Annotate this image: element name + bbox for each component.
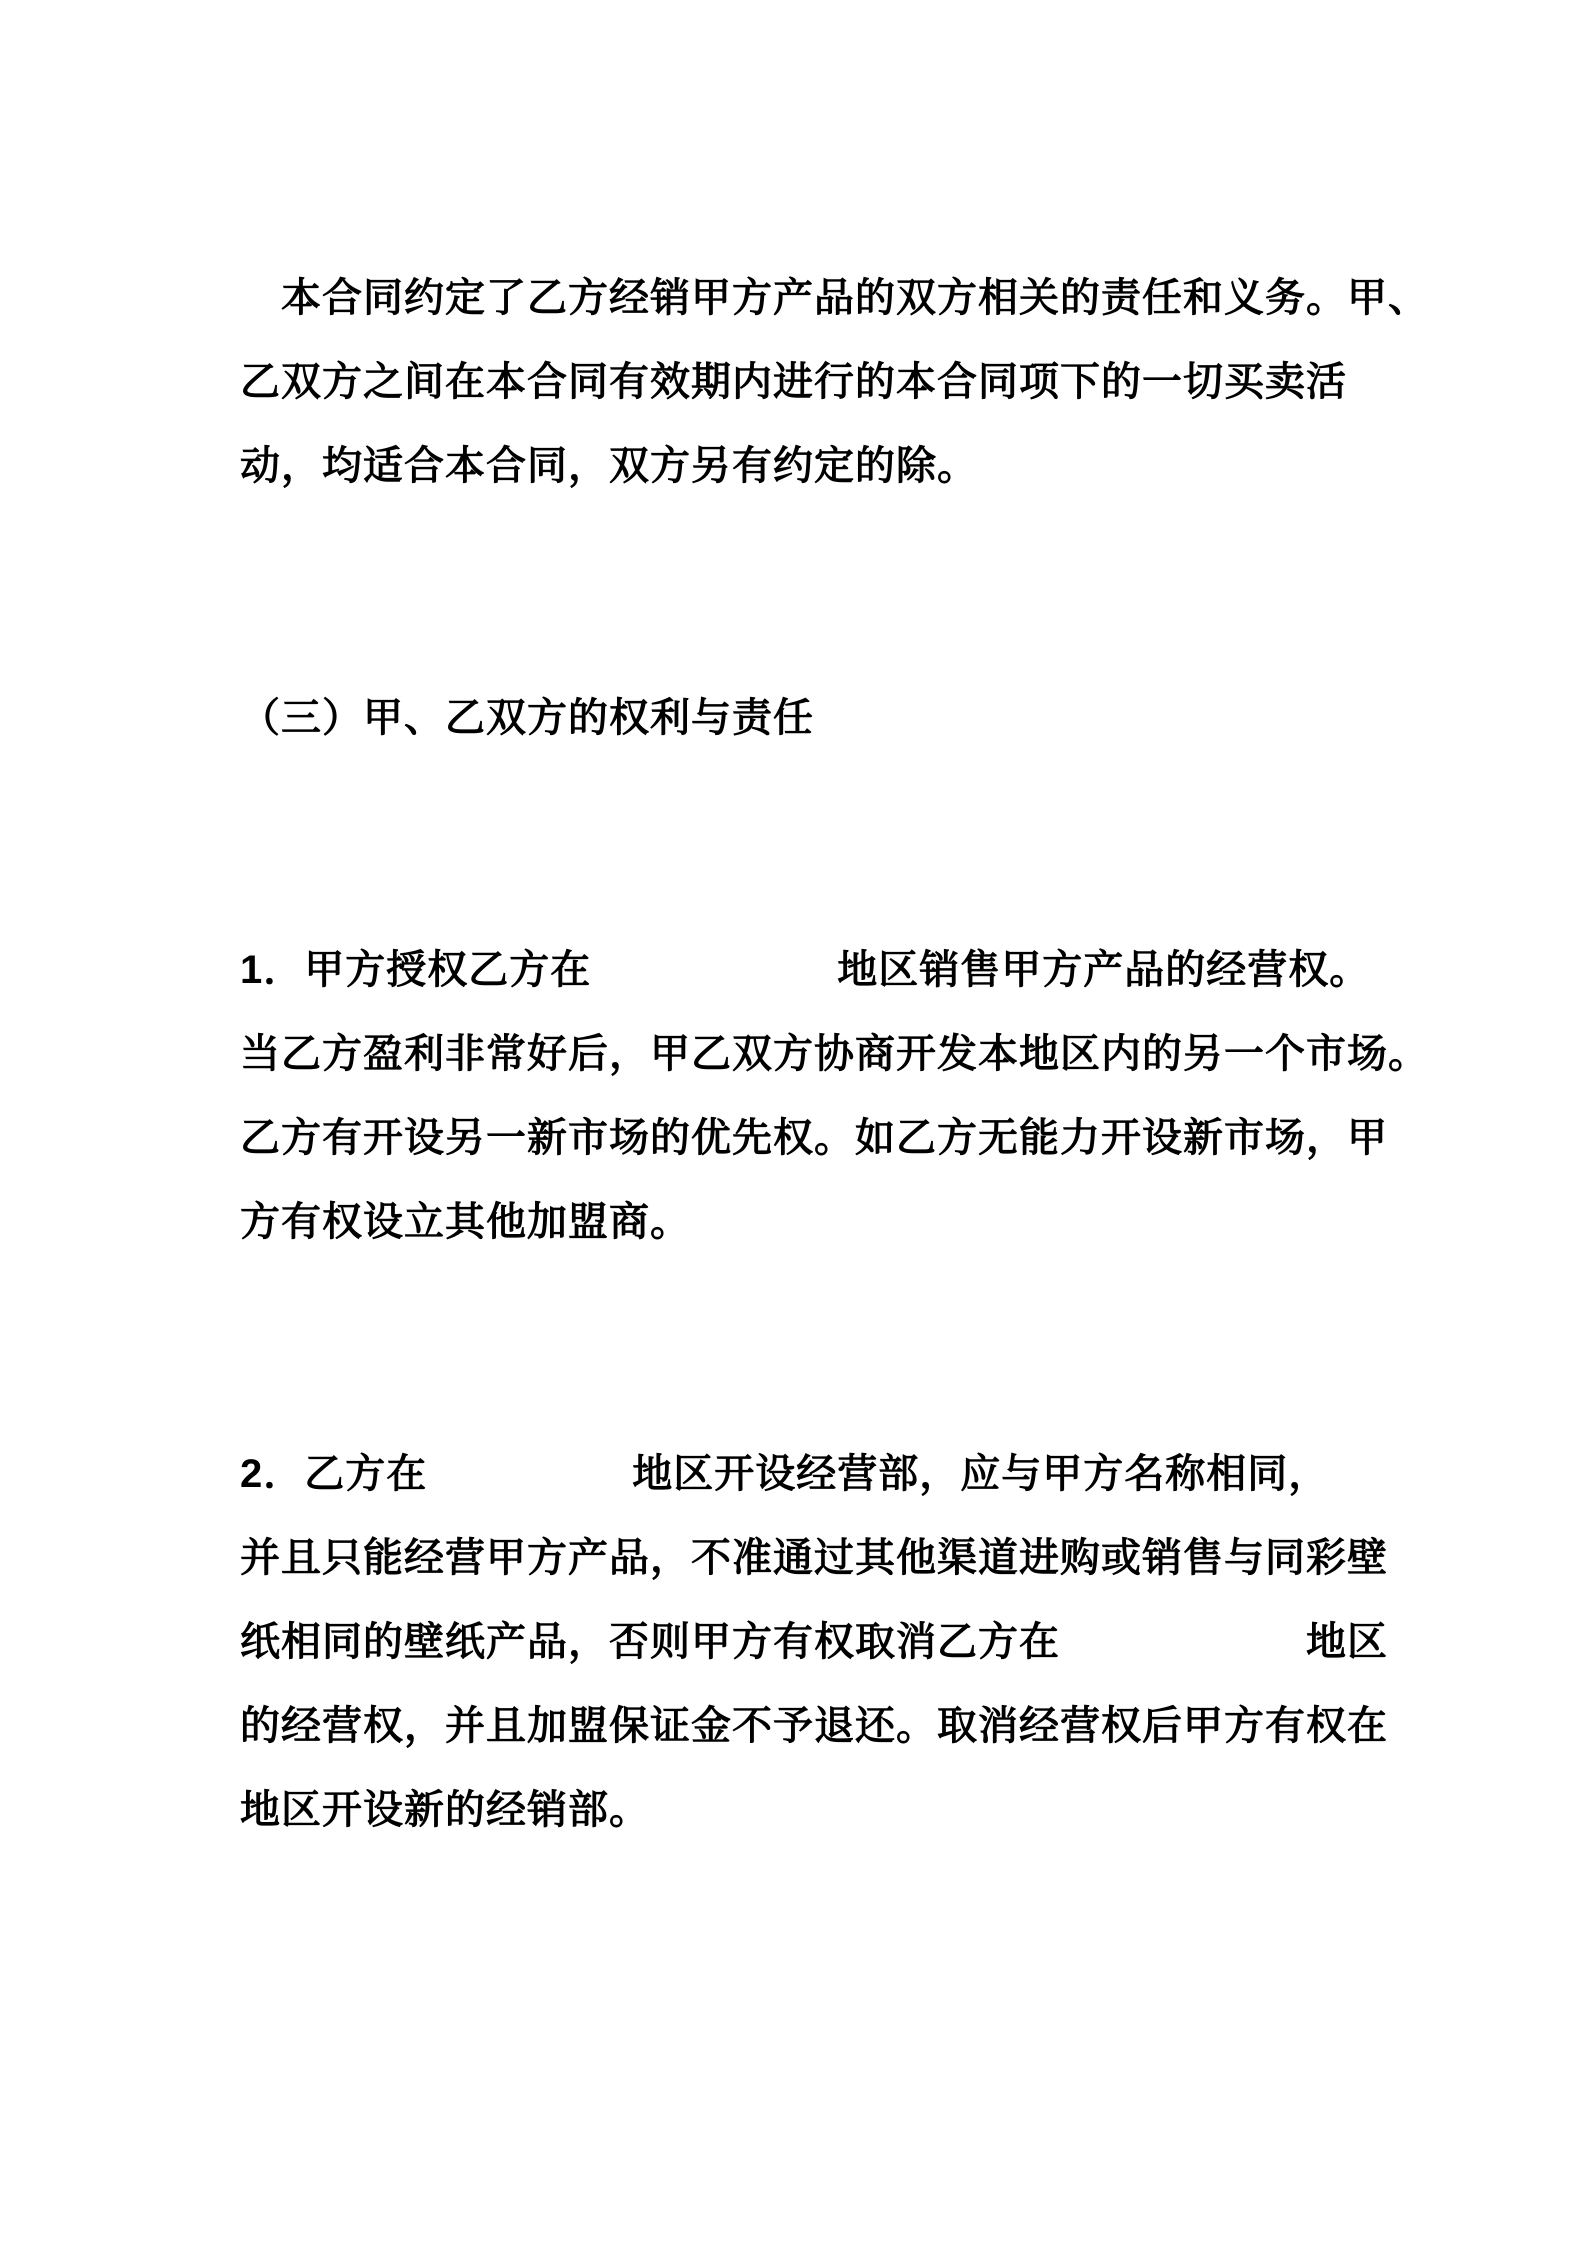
text-line: （三）甲、乙双方的权利与责任: [240, 696, 814, 740]
text-line: 2．乙方在 地区开设经营部，应与甲方名称相同，: [240, 1452, 1330, 1496]
contract-body: [240, 256, 1429, 1852]
text-line: 本合同约定了乙方经销甲方产品的双方相关的责任和义务。甲、: [240, 276, 1429, 320]
clause-1-paragraph: [240, 928, 1429, 1264]
text-line: 方有权设立其他加盟商。: [240, 1200, 691, 1244]
clause-2-paragraph: [240, 1432, 1420, 1852]
intro-paragraph: [240, 256, 1429, 508]
text-line: 地区开设新的经销部。: [240, 1788, 650, 1832]
text-line: 当乙方盈利非常好后，甲乙双方协商开发本地区内的另一个市场。: [240, 1032, 1429, 1076]
text-line: 的经营权，并且加盟保证金不予退还。取消经营权后甲方有权在: [240, 1704, 1388, 1748]
text-line: 动，均适合本合同，双方另有约定的除。: [240, 444, 978, 488]
section-heading: [240, 676, 1420, 760]
text-line: 纸相同的壁纸产品，否则甲方有权取消乙方在 地区: [240, 1620, 1388, 1664]
text-line: 乙双方之间在本合同有效期内进行的本合同项下的一切买卖活: [240, 360, 1347, 404]
text-line: 并且只能经营甲方产品，不准通过其他渠道进购或销售与同彩壁: [240, 1536, 1388, 1580]
text-line: 乙方有开设另一新市场的优先权。如乙方无能力开设新市场，甲: [240, 1116, 1388, 1160]
text-line: 1．甲方授权乙方在 地区销售甲方产品的经营权。: [240, 948, 1371, 992]
